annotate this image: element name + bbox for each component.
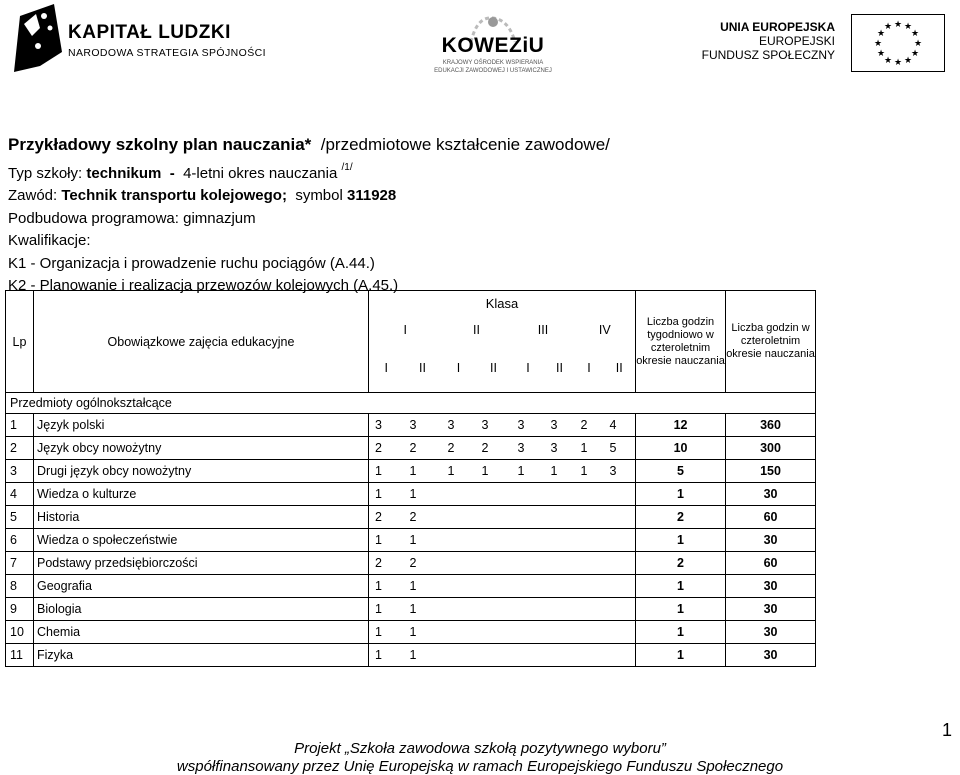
row-hours — [476, 552, 512, 575]
row-hours: 2 — [404, 506, 442, 529]
row-hours: 3 — [512, 437, 545, 460]
school-type-label: Typ szkoły: — [8, 164, 83, 182]
profession-line — [8, 185, 610, 208]
row-total: 30 — [726, 644, 816, 667]
semester-header: I — [575, 344, 604, 393]
row-hours — [545, 644, 575, 667]
plan-title-main: Przykładowy szkolny plan nauczania* — [8, 135, 312, 154]
row-hours: 2 — [575, 414, 604, 437]
row-lp: 1 — [6, 414, 34, 437]
class-header: III — [537, 323, 549, 337]
row-subject: Wiedza o kulturze — [34, 483, 369, 506]
row-hours: 3 — [404, 414, 442, 437]
semester-header: I — [512, 344, 545, 393]
kowezu-logo — [428, 12, 558, 74]
page-number: 1 — [941, 720, 952, 740]
row-hours — [512, 621, 545, 644]
class-header: IV — [575, 316, 636, 344]
row-subject: Historia — [34, 506, 369, 529]
row-hours — [545, 483, 575, 506]
table-row — [6, 552, 816, 575]
row-hours: 2 — [369, 506, 404, 529]
row-hours — [545, 506, 575, 529]
row-hours: 1 — [369, 483, 404, 506]
row-lp: 9 — [6, 598, 34, 621]
row-hours — [545, 621, 575, 644]
kowezu-line1: KRAJOWY OŚRODEK WSPIERANIA — [442, 60, 544, 66]
kwalifikacje-label: Kwalifikacje: — [8, 232, 91, 249]
col-total-header: Liczba godzin w czteroletnim okresie nauczania — [726, 291, 816, 393]
row-hours: 1 — [369, 529, 404, 552]
row-lp: 7 — [6, 552, 34, 575]
row-hours: 2 — [369, 437, 404, 460]
row-hours: 1 — [369, 598, 404, 621]
row-weekly-sum: 10 — [636, 437, 726, 460]
row-hours: 1 — [404, 460, 442, 483]
row-hours — [545, 529, 575, 552]
row-weekly-sum: 1 — [636, 575, 726, 598]
row-hours: 2 — [404, 437, 442, 460]
row-total: 30 — [726, 483, 816, 506]
row-hours: 1 — [404, 598, 442, 621]
row-hours: 3 — [476, 414, 512, 437]
row-hours — [512, 529, 545, 552]
symbol-label: symbol — [295, 187, 343, 204]
row-subject: Chemia — [34, 621, 369, 644]
row-hours — [575, 529, 604, 552]
row-hours — [512, 644, 545, 667]
row-hours — [442, 552, 476, 575]
kapital-ludzki-logo — [10, 2, 266, 74]
row-hours — [476, 644, 512, 667]
semester-header: II — [404, 344, 442, 393]
row-lp: 5 — [6, 506, 34, 529]
row-subject: Fizyka — [34, 644, 369, 667]
row-hours — [575, 644, 604, 667]
row-weekly-sum: 2 — [636, 552, 726, 575]
row-subject: Podstawy przedsiębiorczości — [34, 552, 369, 575]
plan-title — [8, 134, 610, 157]
ue-line2: EUROPEJSKI — [758, 34, 835, 48]
svg-text:★: ★ — [876, 49, 886, 59]
row-lp: 4 — [6, 483, 34, 506]
row-hours: 1 — [404, 529, 442, 552]
podbudowa-line: Podbudowa programowa: gimnazjum — [8, 209, 256, 227]
row-hours: 2 — [476, 437, 512, 460]
col-lp-header: Lp — [6, 291, 34, 393]
row-weekly-sum: 1 — [636, 483, 726, 506]
row-hours — [575, 575, 604, 598]
row-subject: Biologia — [34, 598, 369, 621]
row-hours — [604, 598, 636, 621]
row-weekly-sum: 1 — [636, 621, 726, 644]
qualification-k1: K1 - Organizacja i prowadzenie ruchu pociągów (A.44.) — [8, 254, 375, 272]
row-hours — [512, 506, 545, 529]
row-hours — [442, 575, 476, 598]
row-hours: 1 — [404, 575, 442, 598]
col-subject-header: Obowiązkowe zajęcia edukacyjne — [34, 291, 369, 393]
row-hours: 1 — [476, 460, 512, 483]
row-hours — [575, 552, 604, 575]
table-row — [6, 506, 816, 529]
row-total: 30 — [726, 621, 816, 644]
profession-label: Zawód: — [8, 187, 58, 204]
svg-text:★: ★ — [893, 20, 903, 30]
table-row — [6, 529, 816, 552]
table-row — [6, 644, 816, 667]
ue-logo — [690, 12, 950, 72]
row-weekly-sum: 1 — [636, 644, 726, 667]
row-total: 360 — [726, 414, 816, 437]
table-row — [6, 598, 816, 621]
row-hours: 1 — [442, 460, 476, 483]
row-hours: 1 — [575, 460, 604, 483]
row-hours — [442, 529, 476, 552]
svg-text:★: ★ — [903, 22, 913, 32]
table-row — [6, 437, 816, 460]
row-hours — [604, 552, 636, 575]
plan-info — [8, 134, 610, 298]
svg-text:★: ★ — [903, 56, 913, 66]
plan-title-rest: /przedmiotowe kształcenie zawodowe/ — [320, 135, 610, 154]
class-header: I — [369, 316, 442, 344]
semester-header: I — [442, 344, 476, 393]
footnote-ref: /1/ — [341, 161, 353, 173]
row-hours: 1 — [545, 460, 575, 483]
row-total: 60 — [726, 506, 816, 529]
row-hours: 1 — [575, 437, 604, 460]
row-hours — [512, 575, 545, 598]
row-hours: 1 — [369, 621, 404, 644]
school-type-rest: 4-letni okres nauczania — [183, 164, 338, 182]
ue-line1: UNIA EUROPEJSKA — [720, 20, 835, 34]
row-hours — [512, 483, 545, 506]
eu-flag-icon — [851, 14, 945, 72]
row-hours — [604, 644, 636, 667]
school-type-value: technikum — [86, 164, 162, 182]
row-hours — [512, 598, 545, 621]
row-lp: 8 — [6, 575, 34, 598]
semester-header: II — [604, 344, 636, 393]
svg-text:★: ★ — [873, 39, 883, 49]
row-hours: 1 — [404, 644, 442, 667]
row-hours — [442, 621, 476, 644]
row-lp: 11 — [6, 644, 34, 667]
row-weekly-sum: 5 — [636, 460, 726, 483]
row-total: 30 — [726, 575, 816, 598]
row-weekly-sum: 1 — [636, 598, 726, 621]
row-total: 300 — [726, 437, 816, 460]
row-hours: 3 — [545, 437, 575, 460]
row-hours: 1 — [369, 460, 404, 483]
school-type-sep: - — [169, 164, 175, 182]
col-weekly-header: Liczba godzin tygodniowo w czteroletnim okresie nauczania — [636, 291, 726, 393]
row-hours — [545, 575, 575, 598]
svg-text:★: ★ — [876, 29, 886, 39]
row-hours — [575, 506, 604, 529]
semester-header: II — [545, 344, 575, 393]
row-hours: 5 — [604, 437, 636, 460]
row-hours: 3 — [604, 460, 636, 483]
svg-text:★: ★ — [910, 49, 920, 59]
svg-text:★: ★ — [913, 39, 923, 49]
row-lp: 10 — [6, 621, 34, 644]
row-hours: 3 — [545, 414, 575, 437]
row-total: 30 — [726, 598, 816, 621]
row-weekly-sum: 12 — [636, 414, 726, 437]
row-hours — [604, 529, 636, 552]
semester-header: II — [476, 344, 512, 393]
svg-text:★: ★ — [883, 56, 893, 66]
row-hours: 3 — [512, 414, 545, 437]
semester-header: I — [369, 344, 404, 393]
row-hours: 1 — [369, 575, 404, 598]
table-row — [6, 460, 816, 483]
row-hours — [476, 621, 512, 644]
row-hours — [545, 552, 575, 575]
school-type-line — [8, 157, 610, 186]
table-row — [6, 621, 816, 644]
row-subject: Geografia — [34, 575, 369, 598]
row-hours — [512, 552, 545, 575]
row-hours — [604, 506, 636, 529]
svg-text:★: ★ — [910, 29, 920, 39]
row-hours — [476, 575, 512, 598]
class-header: II — [473, 323, 480, 337]
row-total: 60 — [726, 552, 816, 575]
row-hours — [575, 598, 604, 621]
svg-text:★: ★ — [883, 22, 893, 32]
row-hours: 2 — [369, 552, 404, 575]
row-hours: 3 — [442, 414, 476, 437]
kapital-ludzki-subtitle: NARODOWA STRATEGIA SPÓJNOŚCI — [68, 47, 266, 59]
row-hours — [442, 483, 476, 506]
footer-cofinancing: współfinansowany przez Unię Europejską w ramach Europejskiego Funduszu Społecznego — [176, 758, 784, 775]
row-hours: 1 — [404, 621, 442, 644]
row-hours: 3 — [369, 414, 404, 437]
row-hours: 1 — [369, 644, 404, 667]
ue-line3: FUNDUSZ SPOŁECZNY — [701, 48, 835, 62]
qualification-k2: K2 - Planowanie i realizacja przewozów kolejowych (A.45.) — [8, 277, 399, 294]
svg-text:★: ★ — [893, 58, 903, 68]
row-subject: Język polski — [34, 414, 369, 437]
row-lp: 6 — [6, 529, 34, 552]
row-lp: 3 — [6, 460, 34, 483]
row-hours — [442, 644, 476, 667]
row-total: 150 — [726, 460, 816, 483]
row-hours: 4 — [604, 414, 636, 437]
profession-value: Technik transportu kolejowego; — [61, 187, 287, 204]
table-row — [6, 483, 816, 506]
row-hours — [604, 483, 636, 506]
row-lp: 2 — [6, 437, 34, 460]
row-hours — [476, 598, 512, 621]
teaching-plan-table — [5, 290, 816, 667]
row-hours — [604, 621, 636, 644]
row-hours — [575, 483, 604, 506]
row-hours — [545, 598, 575, 621]
section-header: Przedmioty ogólnokształcące — [6, 393, 816, 414]
col-klasa-header: Klasa — [369, 291, 636, 317]
kowezu-line2: EDUKACJI ZAWODOWEJ I USTAWICZNEJ — [434, 68, 552, 74]
row-hours — [442, 598, 476, 621]
row-weekly-sum: 2 — [636, 506, 726, 529]
row-hours — [476, 529, 512, 552]
kowezu-name: KOWEZiU — [441, 34, 545, 57]
row-hours — [476, 483, 512, 506]
row-hours: 1 — [512, 460, 545, 483]
row-hours: 1 — [404, 483, 442, 506]
row-hours: 2 — [404, 552, 442, 575]
row-subject: Język obcy nowożytny — [34, 437, 369, 460]
row-subject: Wiedza o społeczeństwie — [34, 529, 369, 552]
row-hours: 2 — [442, 437, 476, 460]
kapital-ludzki-name: KAPITAŁ LUDZKI — [68, 22, 231, 43]
symbol-value: 311928 — [347, 187, 397, 204]
row-subject: Drugi język obcy nowożytny — [34, 460, 369, 483]
row-total: 30 — [726, 529, 816, 552]
row-hours — [575, 621, 604, 644]
row-hours — [476, 506, 512, 529]
row-weekly-sum: 1 — [636, 529, 726, 552]
kapital-ludzki-mark-icon — [10, 2, 66, 74]
table-row — [6, 414, 816, 437]
row-hours — [604, 575, 636, 598]
footer-project: Projekt „Szkoła zawodowa szkołą pozytywnego wyboru” — [294, 740, 666, 757]
row-hours — [442, 506, 476, 529]
table-row — [6, 575, 816, 598]
